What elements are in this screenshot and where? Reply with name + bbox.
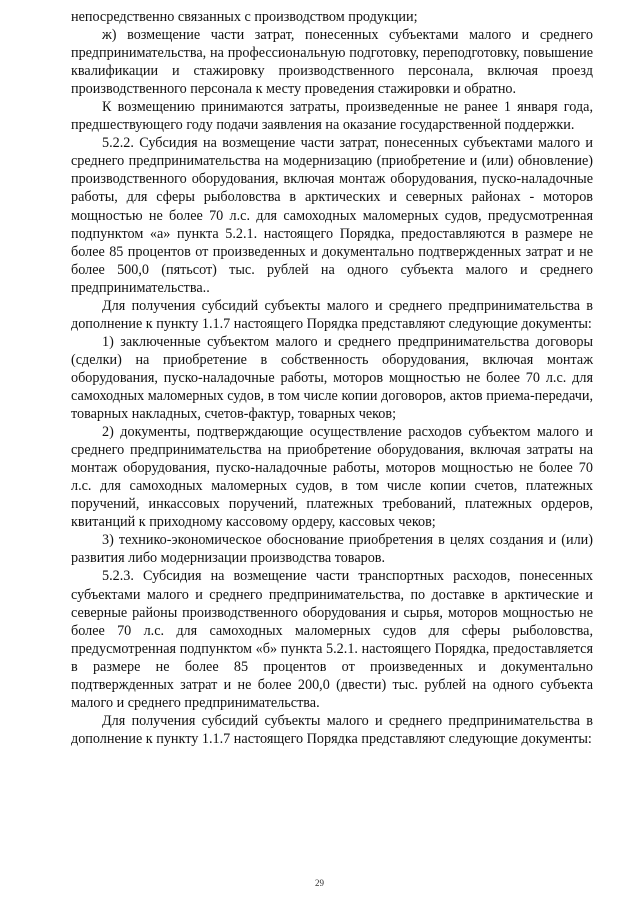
document-body (71, 8, 593, 748)
paragraph-document-item-3: 3) технико-экономическое обоснование приобретения в целях создания и (или) развития либо модернизации производства товаров. (71, 532, 593, 567)
paragraph-document-item-1: 1) заключенные субъектом малого и среднего предпринимательства договоры (сделки) на приобретение в собственность оборудования, включая монтаж оборудования, пуско-наладочные работы, моторов мощностью не более 70 л.с. для самоходных маломерных судов, в том числе копии договоров, актов приема-передачи, товарных накладных, счетов-фактур, товарных чеков; (71, 333, 593, 423)
paragraph-continuation: непосредственно связанных с производством продукции; (71, 9, 418, 25)
paragraph-section-5-2-2: 5.2.2. Субсидия на возмещение части затрат, понесенных субъектами малого и среднего предпринимательства на модернизацию (приобретение и (или) обновление) производственного оборудования, включая монтаж оборудования, пуско-наладочные работы, для сферы рыболовства в арктических и северных районах - моторов мощностью не более 70 л.с. для самоходных маломерных судов, предусмотренная подпунктом «а» пункта 5.2.1. настоящего Порядка, предоставляются в размере не более 85 процентов от произведенных и документально подтвержденных затрат и не более 500,0 (пятьсот) тыс. рублей на одного субъекта малого и среднего предпринимательства.. (71, 135, 593, 296)
paragraph-item-zh: ж) возмещение части затрат, понесенных субъектами малого и среднего предпринимательства, на профессиональную подготовку, переподготовку, повышение квалификации и стажировку производственного персонала, включая проезд производственного персонала к месту проведения стажировки и обратно. (71, 27, 593, 98)
paragraph-section-5-2-3: 5.2.3. Субсидия на возмещение части транспортных расходов, понесенных субъектами малого и среднего предпринимательства, по доставке в арктические и северные районы производственного оборудования и сырья, моторов мощностью не более 70 л.с. для самоходных маломерных судов для сферы рыболовства, предусмотренная подпунктом «б» пункта 5.2.1. настоящего Порядка, предоставляется в размере не более 85 процентов от произведенных и документально подтвержденных затрат и не более 200,0 (двести) тыс. рублей на одного субъекта малого и среднего предпринимательства. (71, 568, 593, 711)
paragraph-reimbursement-period: К возмещению принимаются затраты, произведенные не ранее 1 января года, предшествующего году подачи заявления на оказание государственной поддержки. (71, 99, 593, 134)
paragraph-required-documents-intro-2: Для получения субсидий субъекты малого и среднего предпринимательства в дополнение к пункту 1.1.7 настоящего Порядка представляют следующие документы: (71, 712, 593, 747)
paragraph-document-item-2: 2) документы, подтверждающие осуществление расходов субъектом малого и среднего предпринимательства на приобретение оборудования, включая затраты на монтаж оборудования, пуско-наладочные работы, моторов мощностью не более 70 л.с. для самоходных маломерных судов, в том числе копии счетов, платежных поручений, инкассовых поручений, платежных требований, платежных ордеров, квитанций к приходному кассовому ордеру, кассовых чеков; (71, 424, 593, 531)
paragraph-required-documents-intro: Для получения субсидий субъекты малого и среднего предпринимательства в дополнение к пункту 1.1.7 настоящего Порядка представляют следующие документы: (71, 297, 593, 332)
page-number: 29 (315, 878, 324, 888)
